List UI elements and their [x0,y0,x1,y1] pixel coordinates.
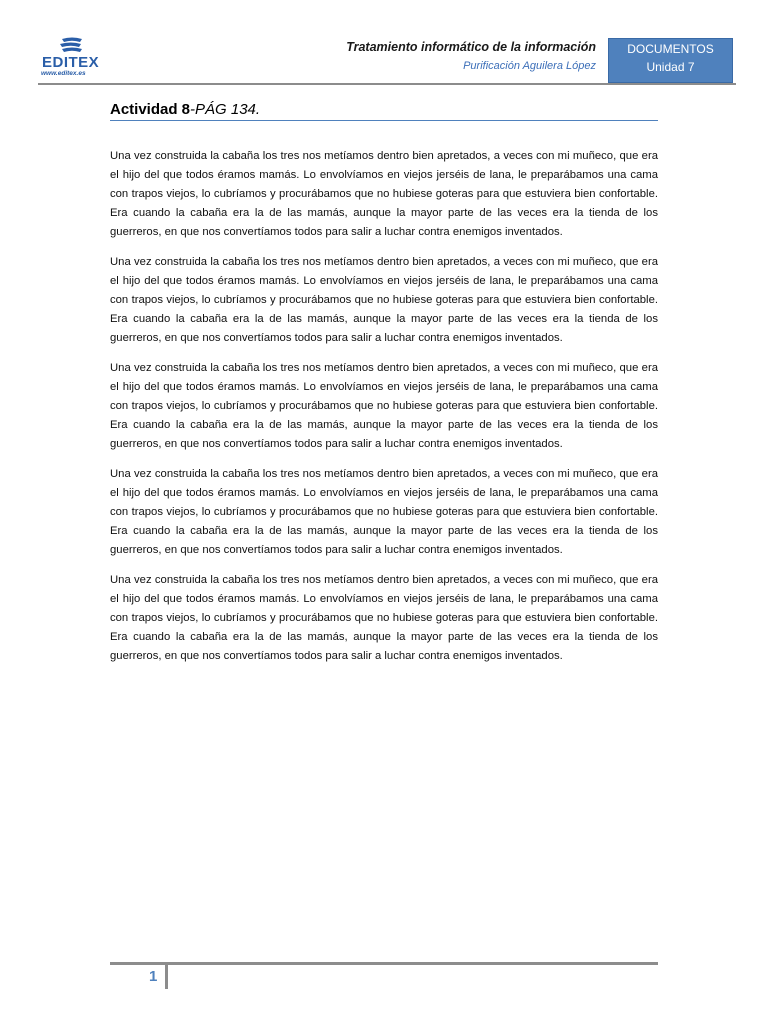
logo-text: EDITEX [42,54,100,71]
activity-heading-italic: -PÁG 134. [190,101,261,118]
header-title: Tratamiento informático de la información [346,40,596,54]
paragraph: Una vez construida la cabaña los tres nos metíamos dentro bien apretados, a veces con mi muñeco, que era el hijo del que todos éramos mamás. Lo envolvíamos en viejos jerséis de lana, le preparábamos una cama con trapos viejos, lo cubríamos y procurábamos que no hubiese goteras para que estuviera bien confortable. Era cuando la cabaña era la de las mamás, aunque la mayor parte de las veces era la tienda de los guerreros, en que nos convertíamos todos para salir a luchar contra enemigos inventados. [110,468,658,556]
logo-url: www.editex.es [41,70,86,77]
footer-page-bar [165,964,168,989]
editex-logo-icon [56,37,86,55]
paragraph: Una vez construida la cabaña los tres nos metíamos dentro bien apretados, a veces con mi muñeco, que era el hijo del que todos éramos mamás. Lo envolvíamos en viejos jerséis de lana, le preparábamos una cama con trapos viejos, lo cubríamos y procurábamos que no hubiese goteras para que estuviera bien confortable. Era cuando la cabaña era la de las mamás, aunque la mayor parte de las veces era la tienda de los guerreros, en que nos convertíamos todos para salir a luchar contra enemigos inventados. [110,362,658,450]
header-section: DOCUMENTOS [627,42,714,56]
activity-heading-bold: Actividad 8 [110,101,191,118]
header-divider [38,83,736,85]
header-author: Purificación Aguilera López [463,60,596,72]
header-section-box [608,38,733,83]
document-body [110,147,658,677]
paragraph: Una vez construida la cabaña los tres nos metíamos dentro bien apretados, a veces con mi muñeco, que era el hijo del que todos éramos mamás. Lo envolvíamos en viejos jerséis de lana, le preparábamos una cama con trapos viejos, lo cubríamos y procurábamos que no hubiese goteras para que estuviera bien confortable. Era cuando la cabaña era la de las mamás, aunque la mayor parte de las veces era la tienda de los guerreros, en que nos convertíamos todos para salir a luchar contra enemigos inventados. [110,574,658,662]
editex-logo [40,37,104,79]
activity-heading [110,101,658,121]
paragraph: Una vez construida la cabaña los tres nos metíamos dentro bien apretados, a veces con mi muñeco, que era el hijo del que todos éramos mamás. Lo envolvíamos en viejos jerséis de lana, le preparábamos una cama con trapos viejos, lo cubríamos y procurábamos que no hubiese goteras para que estuviera bien confortable. Era cuando la cabaña era la de las mamás, aunque la mayor parte de las veces era la tienda de los guerreros, en que nos convertíamos todos para salir a luchar contra enemigos inventados. [110,150,658,238]
header-unit: Unidad 7 [646,60,695,74]
paragraph: Una vez construida la cabaña los tres nos metíamos dentro bien apretados, a veces con mi muñeco, que era el hijo del que todos éramos mamás. Lo envolvíamos en viejos jerséis de lana, le preparábamos una cama con trapos viejos, lo cubríamos y procurábamos que no hubiese goteras para que estuviera bien confortable. Era cuando la cabaña era la de las mamás, aunque la mayor parte de las veces era la tienda de los guerreros, en que nos convertíamos todos para salir a luchar contra enemigos inventados. [110,256,658,344]
footer-divider [110,962,658,965]
page-number: 1 [149,968,158,985]
